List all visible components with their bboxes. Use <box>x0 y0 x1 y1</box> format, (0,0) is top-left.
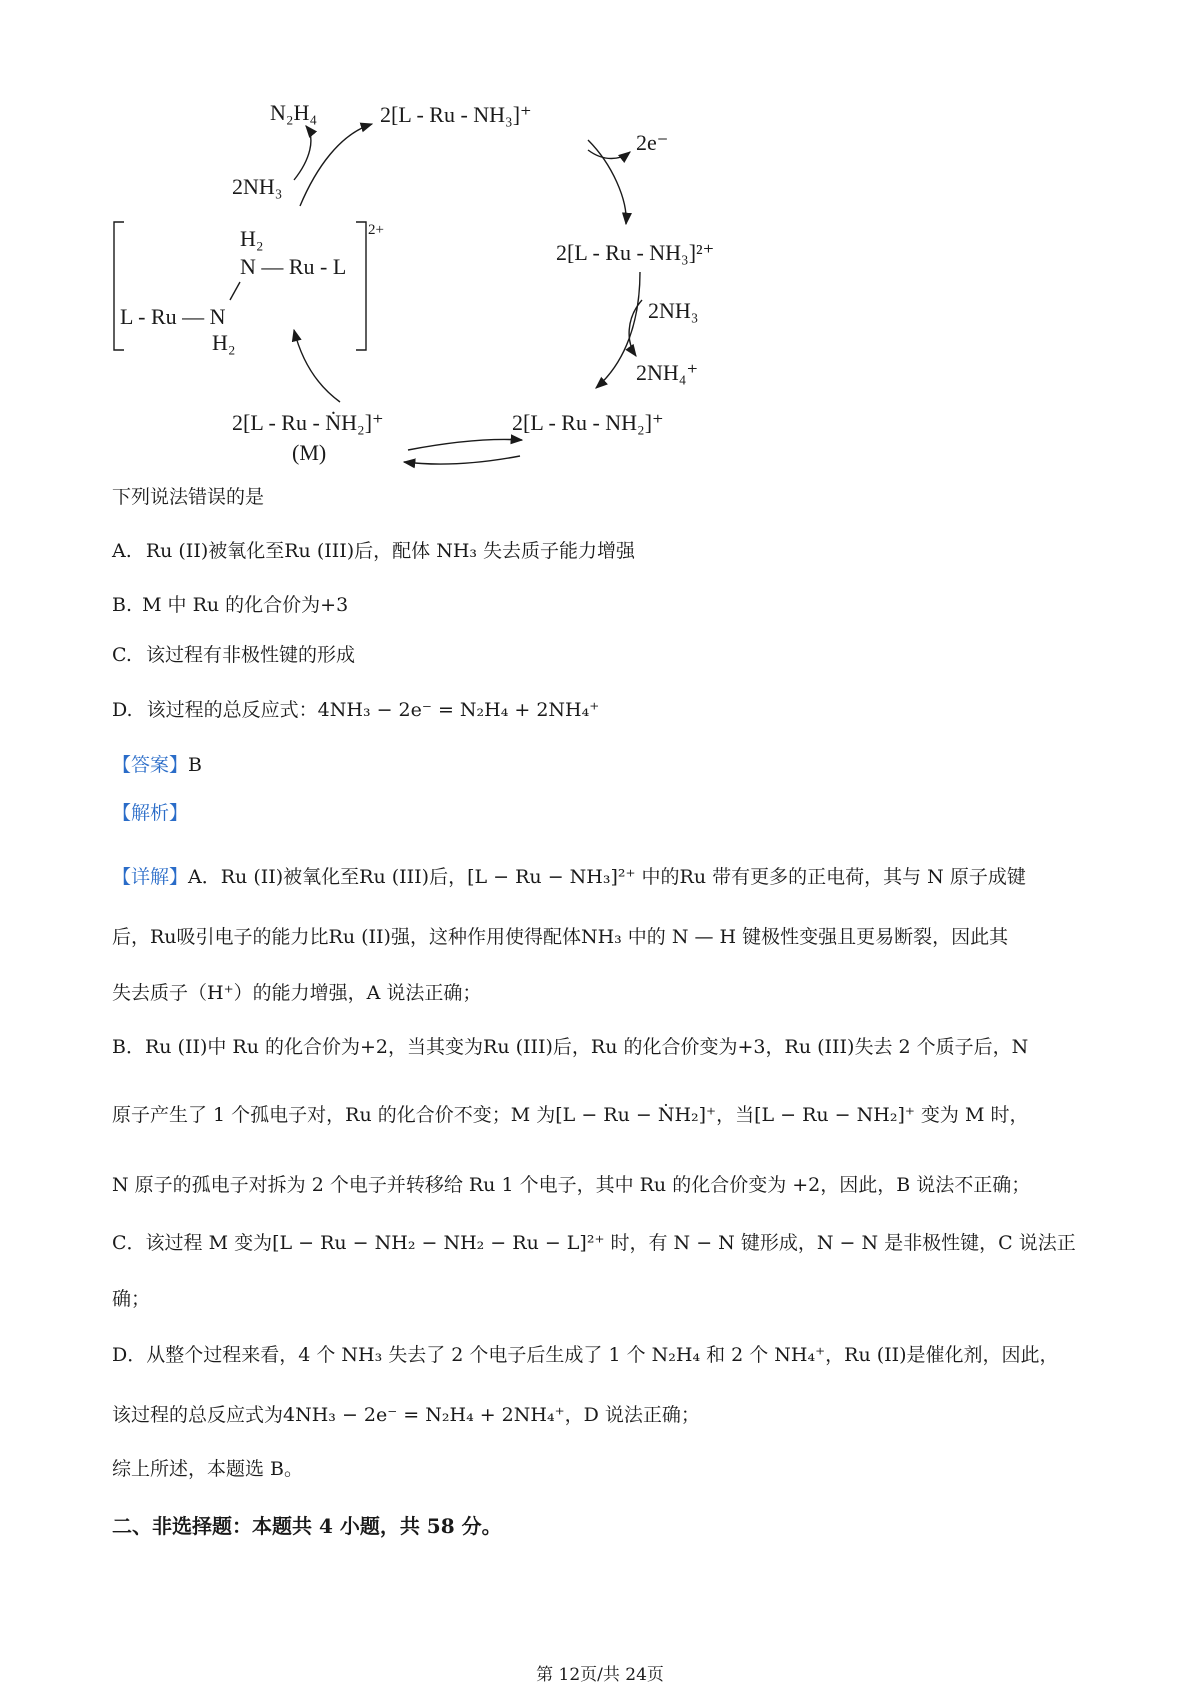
arrow-top-to-right <box>588 140 626 224</box>
detail-d-line-2: 该过程的总反应式为4NH₃ − 2e⁻ = N₂H₄ + 2NH₄⁺，D 说法正确； <box>112 1404 700 1426</box>
detail-d-line-1: D．从整个过程来看，4 个 NH₃ 失去了 2 个电子后生成了 1 个 N₂H₄ 和 2 个 NH₄⁺，Ru (II)是催化剂，因此， <box>112 1344 1059 1366</box>
species-bottom-right: 2[L - Ru - NH₂]⁺ <box>512 410 664 435</box>
detail-a-line-2: 后，Ru吸引电子的能力比Ru (II)强，这种作用使得配体NH₃ 中的 N — H 键极性变强且更易断裂，因此其 <box>112 926 1009 948</box>
option-label: A. <box>112 540 132 562</box>
dimer-n-ru-l: N — Ru - L <box>240 254 347 279</box>
two-nh3-top-label: 2NH₃ <box>232 174 283 199</box>
dimer-left-bracket <box>114 222 124 350</box>
two-nh3-right-label: 2NH₃ <box>648 298 699 323</box>
detail-c-line-2: 确； <box>112 1288 151 1310</box>
option-label: D. <box>112 699 133 721</box>
analysis-tag: 【解析】 <box>112 802 189 824</box>
question-prompt: 下列说法错误的是 <box>112 486 265 508</box>
section-heading: 二、非选择题：本题共 4 小题，共 58 分。 <box>112 1514 502 1538</box>
detail-summary: 综上所述，本题选 B。 <box>112 1458 304 1480</box>
detail-b-line-1: B．Ru (II)中 Ru 的化合价为+2，当其变为Ru (III)后，Ru 的化合价变为+3，Ru (III)失去 2 个质子后，N <box>112 1036 1029 1058</box>
detail-b-line-2: 原子产生了 1 个孤电子对，Ru 的化合价不变；M 为[L − Ru − ṄH₂]⁺，当[L − Ru − NH₂]⁺ 变为 M 时， <box>112 1104 1029 1126</box>
detail-c-line-1: C．该过程 M 变为[L − Ru − NH₂ − NH₂ − Ru − L]²⁺ 时，有 N − N 键形成，N − N 是非极性键，C 说法正 <box>112 1232 1076 1254</box>
dimer-l-ru-n: L - Ru — N <box>120 304 226 329</box>
option-label: C. <box>112 644 132 666</box>
dimer-charge: 2+ <box>368 222 384 238</box>
dimer-h2-bottom: H₂ <box>212 330 236 355</box>
dimer-right-bracket <box>356 222 366 350</box>
minus-2e-label: 2e⁻ <box>636 130 669 155</box>
arrow-release-2e <box>588 150 630 159</box>
answer-value: B <box>188 754 202 776</box>
option-text: M 中 Ru 的化合价为+3 <box>142 594 349 616</box>
n2h4-label: N₂H₄ <box>270 100 318 125</box>
two-nh4-right-label: 2NH₄⁺ <box>636 360 699 385</box>
detail-b-line-3: N 原子的孤电子对拆为 2 个电子并转移给 Ru 1 个电子，其中 Ru 的化合价变为 +2，因此，B 说法不正确； <box>112 1174 1031 1196</box>
dimer-h2-top: H₂ <box>240 226 264 251</box>
option-d <box>112 697 599 723</box>
option-text: 该过程的总反应式：4NH₃ − 2e⁻ = N₂H₄ + 2NH₄⁺ <box>146 699 600 721</box>
species-bottom-left-m: 2[L - Ru - ṄH₂]⁺ <box>232 410 384 435</box>
option-text: Ru (II)被氧化至Ru (III)后，配体 NH₃ 失去质子能力增强 <box>145 540 636 562</box>
equilibrium-backward <box>404 456 520 464</box>
arrow-release-n2h4 <box>294 126 311 180</box>
dimer-nn-bond <box>230 282 240 300</box>
equilibrium-forward <box>408 439 522 450</box>
option-a <box>112 538 635 564</box>
m-label: (M) <box>292 440 327 465</box>
answer-line <box>112 752 202 778</box>
reaction-cycle-diagram <box>0 0 1200 470</box>
answer-tag: 【答案】 <box>112 754 189 776</box>
arrow-m-to-dimer <box>294 330 340 402</box>
arrow-right-to-bottom <box>596 272 640 388</box>
option-b <box>112 592 348 618</box>
option-label: B. <box>112 594 133 616</box>
page-footer: 第 12页/共 24页 <box>536 1665 664 1685</box>
species-top: 2[L - Ru - NH₃]⁺ <box>380 102 532 127</box>
detail-a-line-3: 失去质子（H⁺）的能力增强，A 说法正确； <box>112 982 482 1004</box>
option-text: 该过程有非极性键的形成 <box>145 644 355 666</box>
detail-tag: 【详解】 <box>112 866 189 888</box>
arrow-release-nh4 <box>629 300 642 356</box>
detail-text: A．Ru (II)被氧化至Ru (III)后，[L − Ru − NH₃]²⁺ 中的Ru 带有更多的正电荷，其与 N 原子成键 <box>188 866 1026 888</box>
species-right: 2[L - Ru - NH₃]²⁺ <box>556 240 715 265</box>
detail-a-line-1 <box>112 864 1026 890</box>
option-c <box>112 642 355 668</box>
